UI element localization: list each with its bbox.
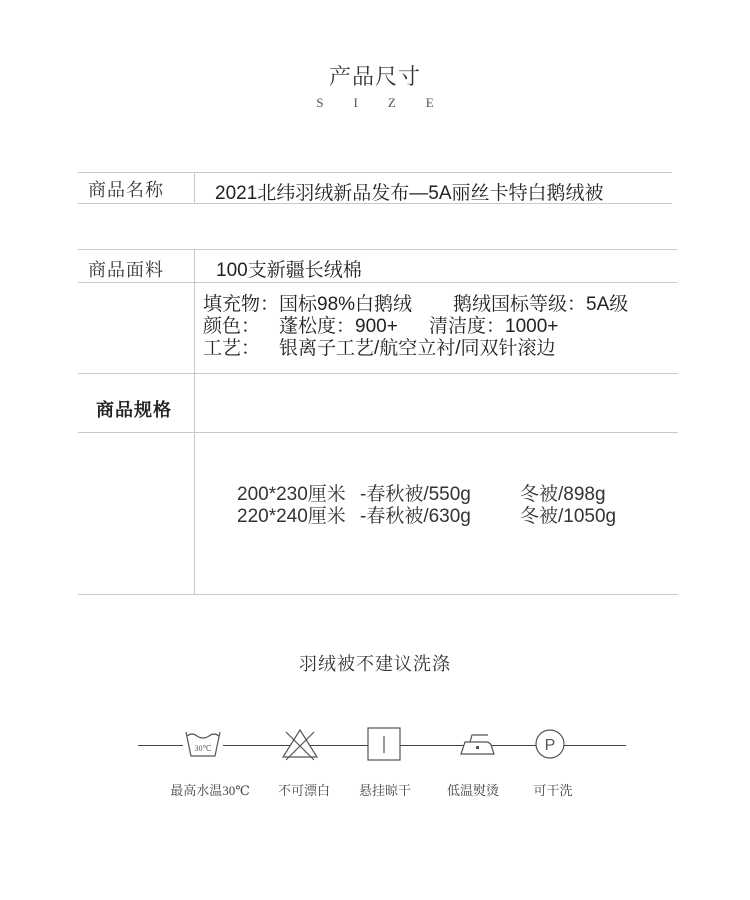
fabric-value: 100支新疆长绒棉 xyxy=(216,260,362,281)
care-label-iron: 低温熨烫 xyxy=(446,783,499,798)
divider xyxy=(194,373,195,595)
divider xyxy=(78,373,678,374)
no-bleach-icon xyxy=(280,726,320,762)
care-label-dry-clean: 可干洗 xyxy=(533,783,573,798)
detail-fluffiness: 蓬松度：900+ xyxy=(279,316,398,337)
divider xyxy=(194,172,195,204)
product-name-label: 商品名称 xyxy=(88,180,164,200)
product-name-value: 2021北纬羽绒新品发布—5A丽丝卡特白鹅绒被 xyxy=(215,183,604,204)
divider xyxy=(78,172,672,173)
details-block xyxy=(203,294,628,360)
page-subtitle: SIZE xyxy=(316,95,464,110)
size-winter-weight: 冬被/898g xyxy=(520,484,606,505)
fabric-label: 商品面料 xyxy=(88,260,164,280)
spec-label: 商品规格 xyxy=(96,400,172,420)
low-iron-icon xyxy=(458,726,498,762)
size-winter-weight: 冬被/1050g xyxy=(520,506,617,527)
size-spring-weight: -春秋被/550g xyxy=(360,484,471,505)
divider xyxy=(78,594,678,595)
size-list xyxy=(237,484,616,528)
detail-color: 颜色： xyxy=(203,316,261,337)
divider xyxy=(194,282,195,374)
divider xyxy=(78,282,677,283)
dry-clean-letter: P xyxy=(544,737,556,754)
detail-craft-value: 银离子工艺/航空立衬/同双针滚边 xyxy=(279,338,556,359)
care-label-no-bleach: 不可漂白 xyxy=(277,783,330,798)
care-label-wash: 最高水温30℃ xyxy=(170,783,250,798)
size-spring-weight: -春秋被/630g xyxy=(360,506,471,527)
size-dimension: 200*230厘米 xyxy=(237,484,346,505)
divider xyxy=(78,249,677,250)
detail-craft: 工艺： xyxy=(203,338,261,359)
page-title: 产品尺寸 xyxy=(328,64,421,89)
detail-line-color xyxy=(203,316,628,338)
detail-cleanliness: 清洁度：1000+ xyxy=(429,316,559,337)
wash-30-icon xyxy=(183,726,223,762)
divider xyxy=(194,249,195,283)
wash-note: 羽绒被不建议洗涤 xyxy=(299,654,451,674)
detail-line-craft xyxy=(203,338,628,360)
hang-dry-icon xyxy=(366,726,406,762)
size-row xyxy=(237,506,616,528)
wash-temp-badge: 30℃ xyxy=(194,744,212,753)
care-label-hang-dry: 悬挂晾干 xyxy=(358,783,411,798)
divider xyxy=(78,432,678,433)
size-dimension: 220*240厘米 xyxy=(237,506,346,527)
detail-filling: 填充物：国标98%白鹅绒 xyxy=(203,294,413,315)
detail-grade: 鹅绒国标等级：5A级 xyxy=(453,294,629,315)
size-row xyxy=(237,484,616,506)
dry-clean-p-icon xyxy=(532,726,572,762)
detail-line-filling xyxy=(203,294,628,316)
